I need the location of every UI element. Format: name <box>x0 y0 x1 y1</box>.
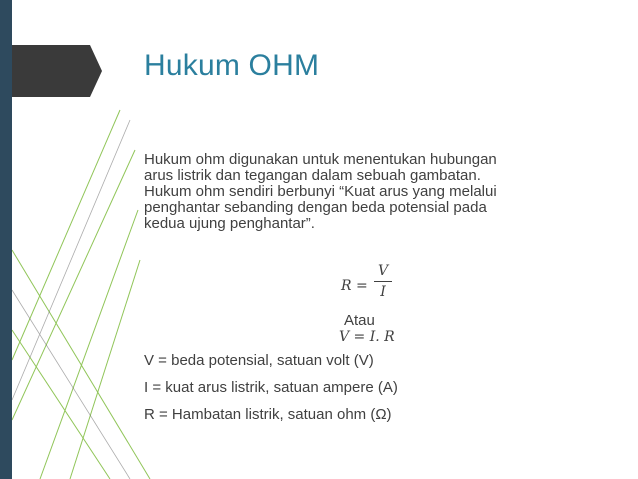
title-tab <box>12 45 90 97</box>
formula-voltage: V = I. R <box>339 329 395 345</box>
paragraph-line: Hukum ohm digunakan untuk menentukan hubungan <box>144 151 497 168</box>
paragraph-line: arus listrik dan tegangan dalam sebuah gambatan. <box>144 167 481 184</box>
paragraph-line: penghantar sebanding dengan beda potensial pada <box>144 199 487 216</box>
fraction-denominator: I <box>380 284 386 300</box>
slide-title: Hukum OHM <box>144 49 320 82</box>
paragraph-line: Hukum ohm sendiri berbunyi “Kuat arus yang melalui <box>144 183 497 200</box>
atau-text: Atau <box>344 312 375 329</box>
body-paragraph <box>144 152 574 232</box>
paragraph-line: kedua ujung penghantar”. <box>144 215 315 232</box>
definition-voltage: V = beda potensial, satuan volt (V) <box>144 352 374 369</box>
formula-lhs: R = <box>341 278 368 294</box>
definition-current: I = kuat arus listrik, satuan ampere (A) <box>144 379 398 396</box>
fraction-numerator: V <box>377 263 389 279</box>
fraction-bar <box>374 281 392 282</box>
title-tab-arrow <box>90 45 102 97</box>
left-accent-bar <box>0 0 12 479</box>
fraction <box>374 262 392 301</box>
definition-resistance: R = Hambatan listrik, satuan ohm (Ω) <box>144 406 392 423</box>
